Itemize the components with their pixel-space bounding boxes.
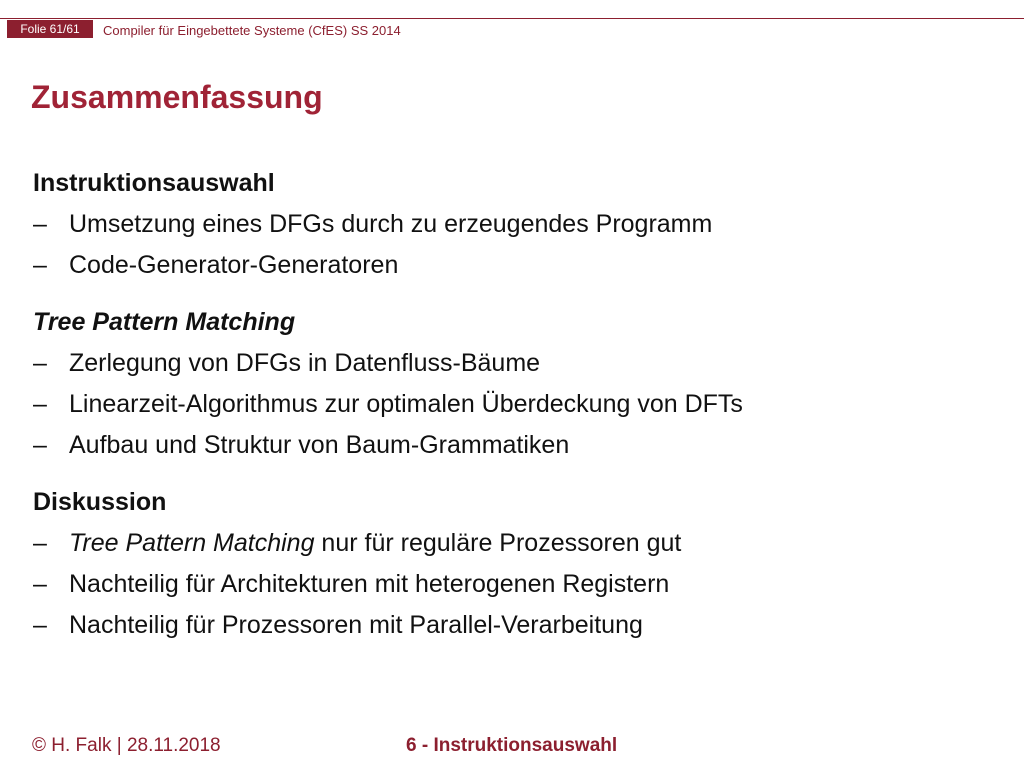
bullet-item bbox=[33, 386, 993, 422]
bullet-text: nur für reguläre Prozessoren gut bbox=[314, 529, 682, 557]
slide-title: Zusammenfassung bbox=[31, 79, 323, 115]
bullet-item bbox=[33, 566, 993, 602]
bullet-text: Umsetzung eines DFGs durch zu erzeugendes Programm bbox=[69, 210, 713, 238]
bullet-dash: – bbox=[33, 210, 47, 238]
bullet-item bbox=[33, 607, 993, 643]
slide-number-badge: Folie 61/61 bbox=[7, 20, 93, 38]
course-title: Compiler für Eingebettete Systeme (CfES) SS 2014 bbox=[103, 23, 401, 38]
slide-content bbox=[33, 166, 993, 665]
bullet-text: Nachteilig für Prozessoren mit Parallel-Verarbeitung bbox=[69, 611, 643, 639]
section-tree-pattern-matching bbox=[33, 305, 993, 463]
bullet-list bbox=[33, 525, 993, 643]
section-heading: Instruktionsauswahl bbox=[33, 169, 275, 197]
bullet-item bbox=[33, 427, 993, 463]
bullet-list bbox=[33, 345, 993, 463]
header-rule bbox=[0, 18, 1024, 19]
bullet-dash: – bbox=[33, 251, 47, 279]
bullet-list bbox=[33, 206, 993, 283]
bullet-emphasis: Tree Pattern Matching bbox=[69, 529, 315, 557]
bullet-text: Zerlegung von DFGs in Datenfluss-Bäume bbox=[69, 349, 541, 377]
section-diskussion bbox=[33, 485, 993, 643]
bullet-item bbox=[33, 206, 993, 242]
section-heading: Tree Pattern Matching bbox=[33, 308, 296, 336]
section-heading: Diskussion bbox=[33, 488, 167, 516]
bullet-item bbox=[33, 247, 993, 283]
bullet-text: Linearzeit-Algorithmus zur optimalen Überdeckung von DFTs bbox=[69, 390, 743, 418]
bullet-dash: – bbox=[33, 529, 47, 557]
bullet-item bbox=[33, 345, 993, 381]
bullet-text: Aufbau und Struktur von Baum-Grammatiken bbox=[69, 431, 570, 459]
bullet-dash: – bbox=[33, 390, 47, 418]
bullet-dash: – bbox=[33, 431, 47, 459]
bullet-dash: – bbox=[33, 611, 47, 639]
bullet-text: Code-Generator-Generatoren bbox=[69, 251, 399, 279]
footer-author-date: © H. Falk | 28.11.2018 bbox=[32, 735, 221, 756]
bullet-item bbox=[33, 525, 993, 561]
bullet-dash: – bbox=[33, 349, 47, 377]
footer-chapter: 6 - Instruktionsauswahl bbox=[406, 735, 618, 756]
bullet-text: Nachteilig für Architekturen mit heterogenen Registern bbox=[69, 570, 670, 598]
section-instruktionsauswahl bbox=[33, 166, 993, 283]
bullet-dash: – bbox=[33, 570, 47, 598]
